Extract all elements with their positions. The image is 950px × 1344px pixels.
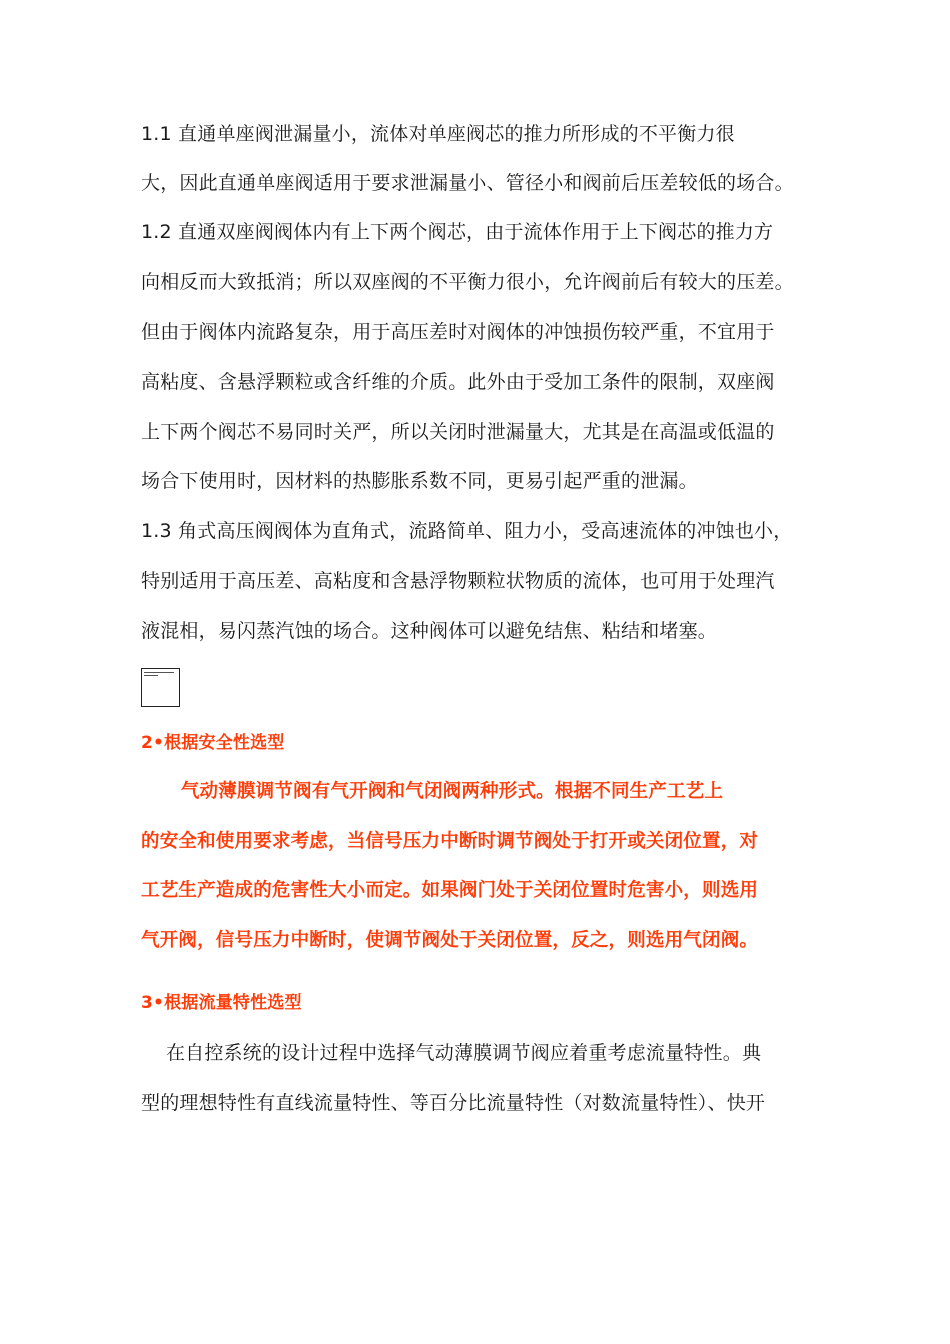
red-text-line: 气开阀，信号压力中断时，使调节阀处于关闭位置，反之，则选用气闭阀。 [141, 930, 759, 951]
text-line: 向相反而大致抵消；所以双座阀的不平衡力很小，允许阀前后有较大的压差。 [141, 271, 794, 293]
embedded-figure-placeholder [141, 668, 180, 707]
text-line: 场合下使用时，因材料的热膨胀系数不同，更易引起严重的泄漏。 [141, 470, 698, 492]
text-line: 高粘度、含悬浮颗粒或含纤维的介质。此外由于受加工条件的限制，双座阀 [141, 371, 775, 393]
red-text-line: 的安全和使用要求考虑，当信号压力中断时调节阀处于打开或关闭位置，对 [141, 831, 759, 852]
section-heading: 2•根据安全性选型 [141, 733, 285, 753]
text-line: 特别适用于高压差、高粘度和含悬浮物颗粒状物质的流体，也可用于处理汽 [141, 570, 775, 592]
text-line: 上下两个阀芯不易同时关严，所以关闭时泄漏量大，尤其是在高温或低温的 [141, 421, 775, 443]
section-heading: 3•根据流量特性选型 [141, 993, 302, 1013]
text-line: 型的理想特性有直线流量特性、等百分比流量特性（对数流量特性）、快开 [141, 1092, 766, 1114]
text-line: 1.3 角式高压阀阀体为直角式，流路简单、阻力小，受高速流体的冲蚀也小， [141, 520, 793, 542]
text-line: 大，因此直通单座阀适用于要求泄漏量小、管径小和阀前后压差较低的场合。 [141, 172, 794, 194]
text-line: 但由于阀体内流路复杂，用于高压差时对阀体的冲蚀损伤较严重，不宜用于 [141, 321, 775, 343]
text-line: 1.2 直通双座阀阀体内有上下两个阀芯，由于流体作用于上下阀芯的推力方 [141, 221, 774, 243]
text-line: 1.1 直通单座阀泄漏量小，流体对单座阀芯的推力所形成的不平衡力很 [141, 123, 735, 145]
text-line: 在自控系统的设计过程中选择气动薄膜调节阀应着重考虑流量特性。典 [141, 1042, 762, 1064]
red-text-line: 工艺生产造成的危害性大小而定。如果阀门处于关闭位置时危害小，则选用 [141, 880, 759, 901]
figure-caption-mark [144, 672, 174, 673]
figure-caption-mark [144, 675, 158, 676]
red-text-line: 气动薄膜调节阀有气开阀和气闭阀两种形式。根据不同生产工艺上 [141, 781, 724, 802]
text-line: 液混相，易闪蒸汽蚀的场合。这种阀体可以避免结焦、粘结和堵塞。 [141, 620, 718, 642]
